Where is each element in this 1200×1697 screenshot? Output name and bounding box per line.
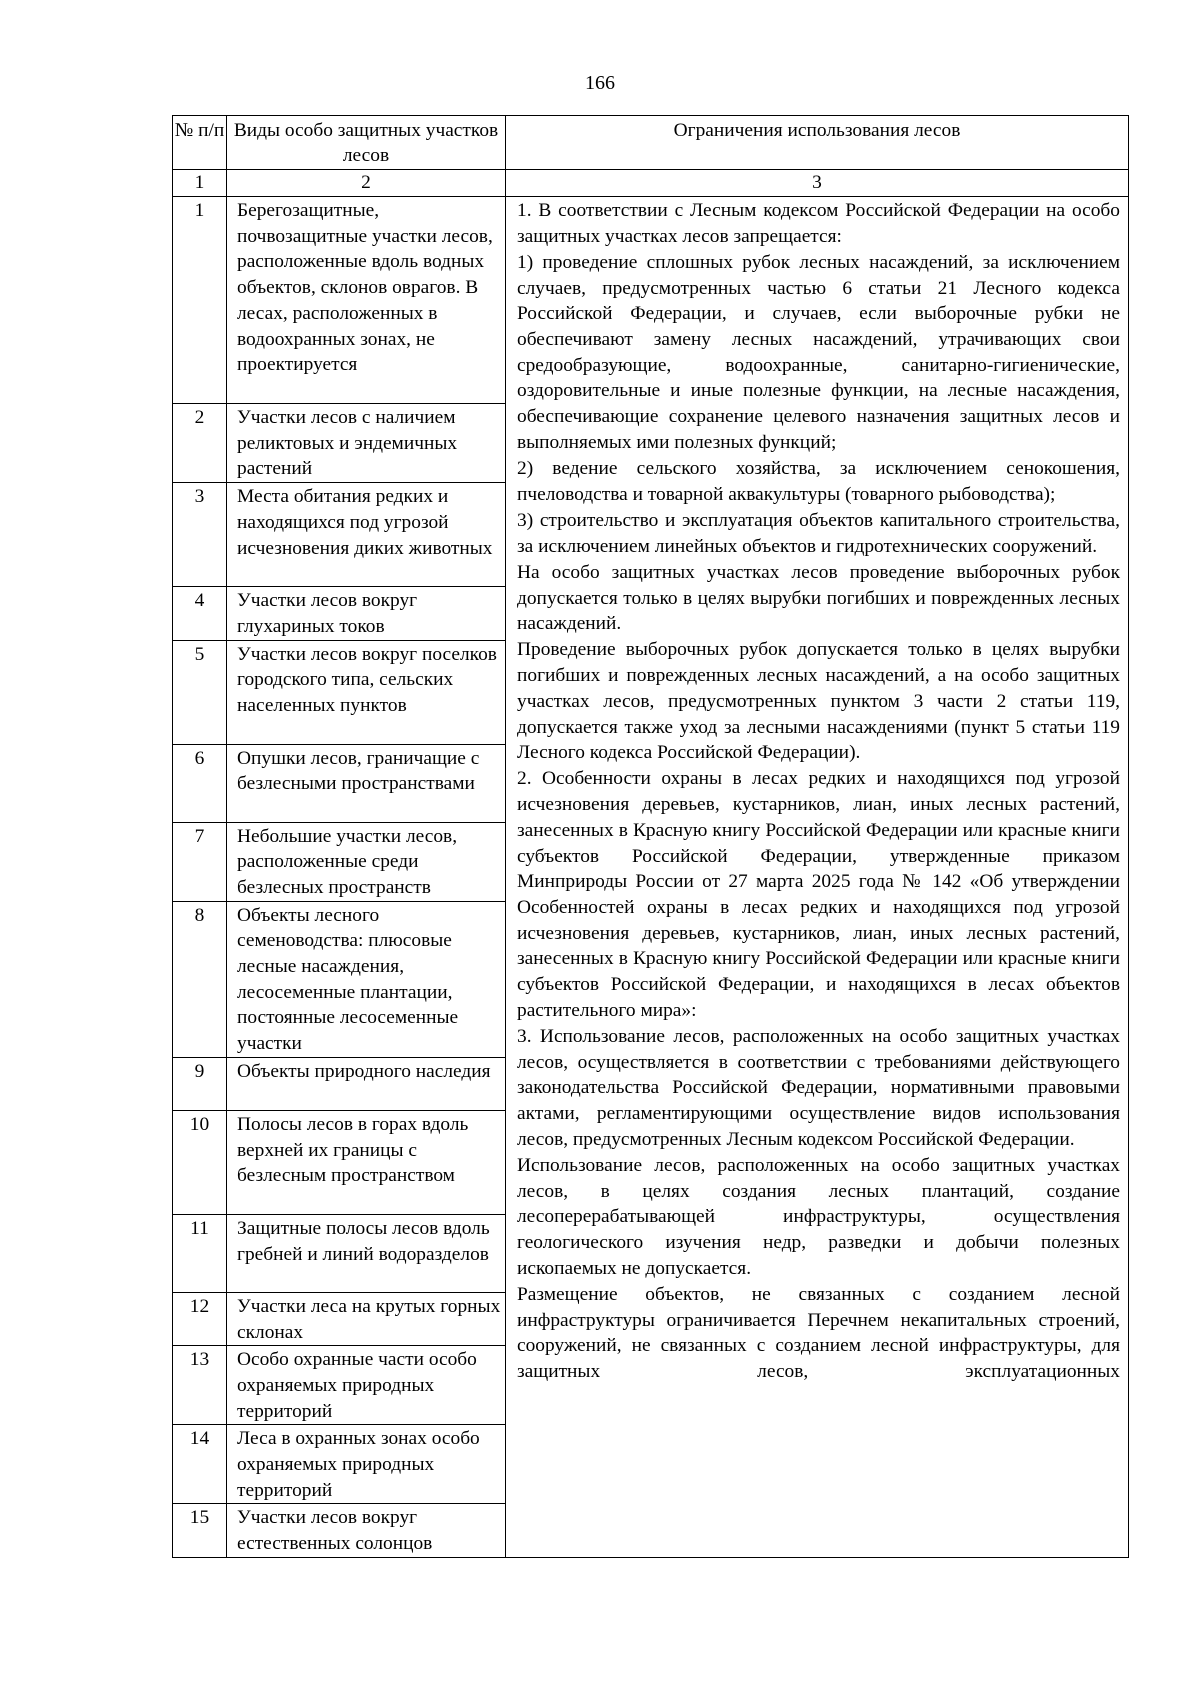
table-header-row <box>173 116 1129 170</box>
restriction-paragraph: 3) строительство и эксплуатация объектов капитального строительства, за исключением линейных объектов и гидротехнических сооружений. <box>517 509 1120 557</box>
row-type-name: Участки лесов с наличием реликтовых и эндемичных растений <box>227 404 506 483</box>
page-number: 166 <box>585 72 615 94</box>
row-type-name: Участки лесов вокруг глухариных токов <box>227 587 506 640</box>
header-num: № п/п <box>173 116 227 170</box>
row-type-name: Небольшие участки лесов, расположенные среди безлесных пространств <box>227 822 506 901</box>
row-type-name: Леса в охранных зонах особо охраняемых природных территорий <box>227 1425 506 1504</box>
restriction-paragraph: 1. В соответствии с Лесным кодексом Российской Федерации на особо защитных участках лесов запрещается: <box>517 200 1120 247</box>
column-number: 1 <box>173 170 227 197</box>
row-type-name: Места обитания редких и находящихся под угрозой исчезновения диких животных <box>227 483 506 587</box>
row-number: 3 <box>173 483 227 587</box>
row-type-name: Объекты лесного семеноводства: плюсовые лесные насаждения, лесосеменные плантации, постоянные лесосеменные участки <box>227 901 506 1057</box>
restriction-paragraph: Проведение выборочных рубок допускается только в целях вырубки погибших и поврежденных лесных насаждений, а на особо защитных участках лесов, предусмотренных пунктом 3 части 2 статьи 119, допускается также уход за лесными насаждениями (пункт 5 статьи 119 Лесного кодекса Российской Федерации). <box>517 639 1120 764</box>
row-type-name: Участки леса на крутых горных склонах <box>227 1292 506 1345</box>
restrictions-table <box>172 115 1129 1558</box>
row-type-name: Участки лесов вокруг естественных солонцов <box>227 1504 506 1557</box>
row-number: 2 <box>173 404 227 483</box>
row-number: 4 <box>173 587 227 640</box>
row-number: 13 <box>173 1346 227 1425</box>
header-type: Виды особо защитных участков лесов <box>227 116 506 170</box>
row-type-name: Берегозащитные, почвозащитные участки лесов, расположенные вдоль водных объектов, склонов оврагов. В лесах, расположенных в водоохранных зонах, не проектируется <box>227 197 506 404</box>
row-type-name: Объекты природного наследия <box>227 1057 506 1110</box>
row-number: 7 <box>173 822 227 901</box>
row-number: 8 <box>173 901 227 1057</box>
restrictions-cell <box>506 197 1129 1558</box>
header-restrictions: Ограничения использования лесов <box>506 116 1129 170</box>
column-number: 2 <box>227 170 506 197</box>
row-number: 14 <box>173 1425 227 1504</box>
table-row <box>173 197 1129 404</box>
row-number: 9 <box>173 1057 227 1110</box>
column-numbers-row <box>173 170 1129 197</box>
row-type-name: Полосы лесов в горах вдоль верхней их границы с безлесным пространством <box>227 1110 506 1214</box>
restriction-paragraph: Использование лесов, расположенных на особо защитных участках лесов, в целях создания лесных плантаций, создание лесоперерабатывающей инфраструктуры, осуществления геологического изучения недр, разведки и добычи полезных ископаемых не допускается. <box>517 1155 1120 1279</box>
row-number: 15 <box>173 1504 227 1557</box>
restriction-paragraph: Размещение объектов, не связанных с созданием лесной инфраструктуры ограничивается Перечнем некапитальных строений, сооружений, не связанных с созданием лесной инфраструктуры, для защитных лесов, эксплуатационных <box>517 1284 1120 1383</box>
row-type-name: Опушки лесов, граничащие с безлесными пространствами <box>227 744 506 822</box>
row-number: 5 <box>173 640 227 744</box>
row-type-name: Защитные полосы лесов вдоль гребней и линий водоразделов <box>227 1214 506 1292</box>
restriction-paragraph: 2) ведение сельского хозяйства, за исключением сенокошения, пчеловодства и товарной аквакультуры (товарного рыбоводства); <box>517 458 1120 505</box>
row-number: 1 <box>173 197 227 404</box>
row-number: 6 <box>173 744 227 822</box>
row-type-name: Участки лесов вокруг поселков городского типа, сельских населенных пунктов <box>227 640 506 744</box>
restriction-paragraph: На особо защитных участках лесов проведение выборочных рубок допускается только в целях вырубки погибших и поврежденных лесных насаждений. <box>517 561 1120 635</box>
restriction-paragraph: 3. Использование лесов, расположенных на особо защитных участках лесов, осуществляется в соответствии с требованиями действующего законодательства Российской Федерации, нормативными правовыми актами, регламентирующими осуществление видов использования лесов, предусмотренных Лесным кодексом Российской Федерации. <box>517 1026 1120 1150</box>
row-number: 11 <box>173 1214 227 1292</box>
restriction-paragraph: 1) проведение сплошных рубок лесных насаждений, за исключением случаев, предусмотренных частью 6 статьи 21 Лесного кодекса Российской Федерации, и случаев, если выборочные рубки не обеспечивают замену лесных насаждений, утрачивающих свои средообразующие, водоохранные, санитарно-гигиенические, оздоровительные и иные полезные функции, на лесные насаждения, обеспечивающие сохранение целевого назначения защитных лесов и выполняемых ими полезных функций; <box>517 251 1120 453</box>
row-number: 12 <box>173 1292 227 1345</box>
row-type-name: Особо охранные части особо охраняемых природных территорий <box>227 1346 506 1425</box>
row-number: 10 <box>173 1110 227 1214</box>
column-number: 3 <box>506 170 1129 197</box>
restriction-paragraph: 2. Особенности охраны в лесах редких и находящихся под угрозой исчезновения деревьев, кустарников, лиан, иных лесных растений, занесенных в Красную книгу Российской Федерации или красные книги субъектов Российской Федерации, утвержденные приказом Минприроды России от 27 марта 2025 года № 142 «Об утверждении Особенностей охраны в лесах редких и находящихся под угрозой исчезновения деревьев, кустарников, лиан, иных лесных растений, занесенных в Красную книгу Российской Федерации или красные книги субъектов Российской Федерации, и находящихся в лесах объектов растительного мира»: <box>517 768 1120 1021</box>
